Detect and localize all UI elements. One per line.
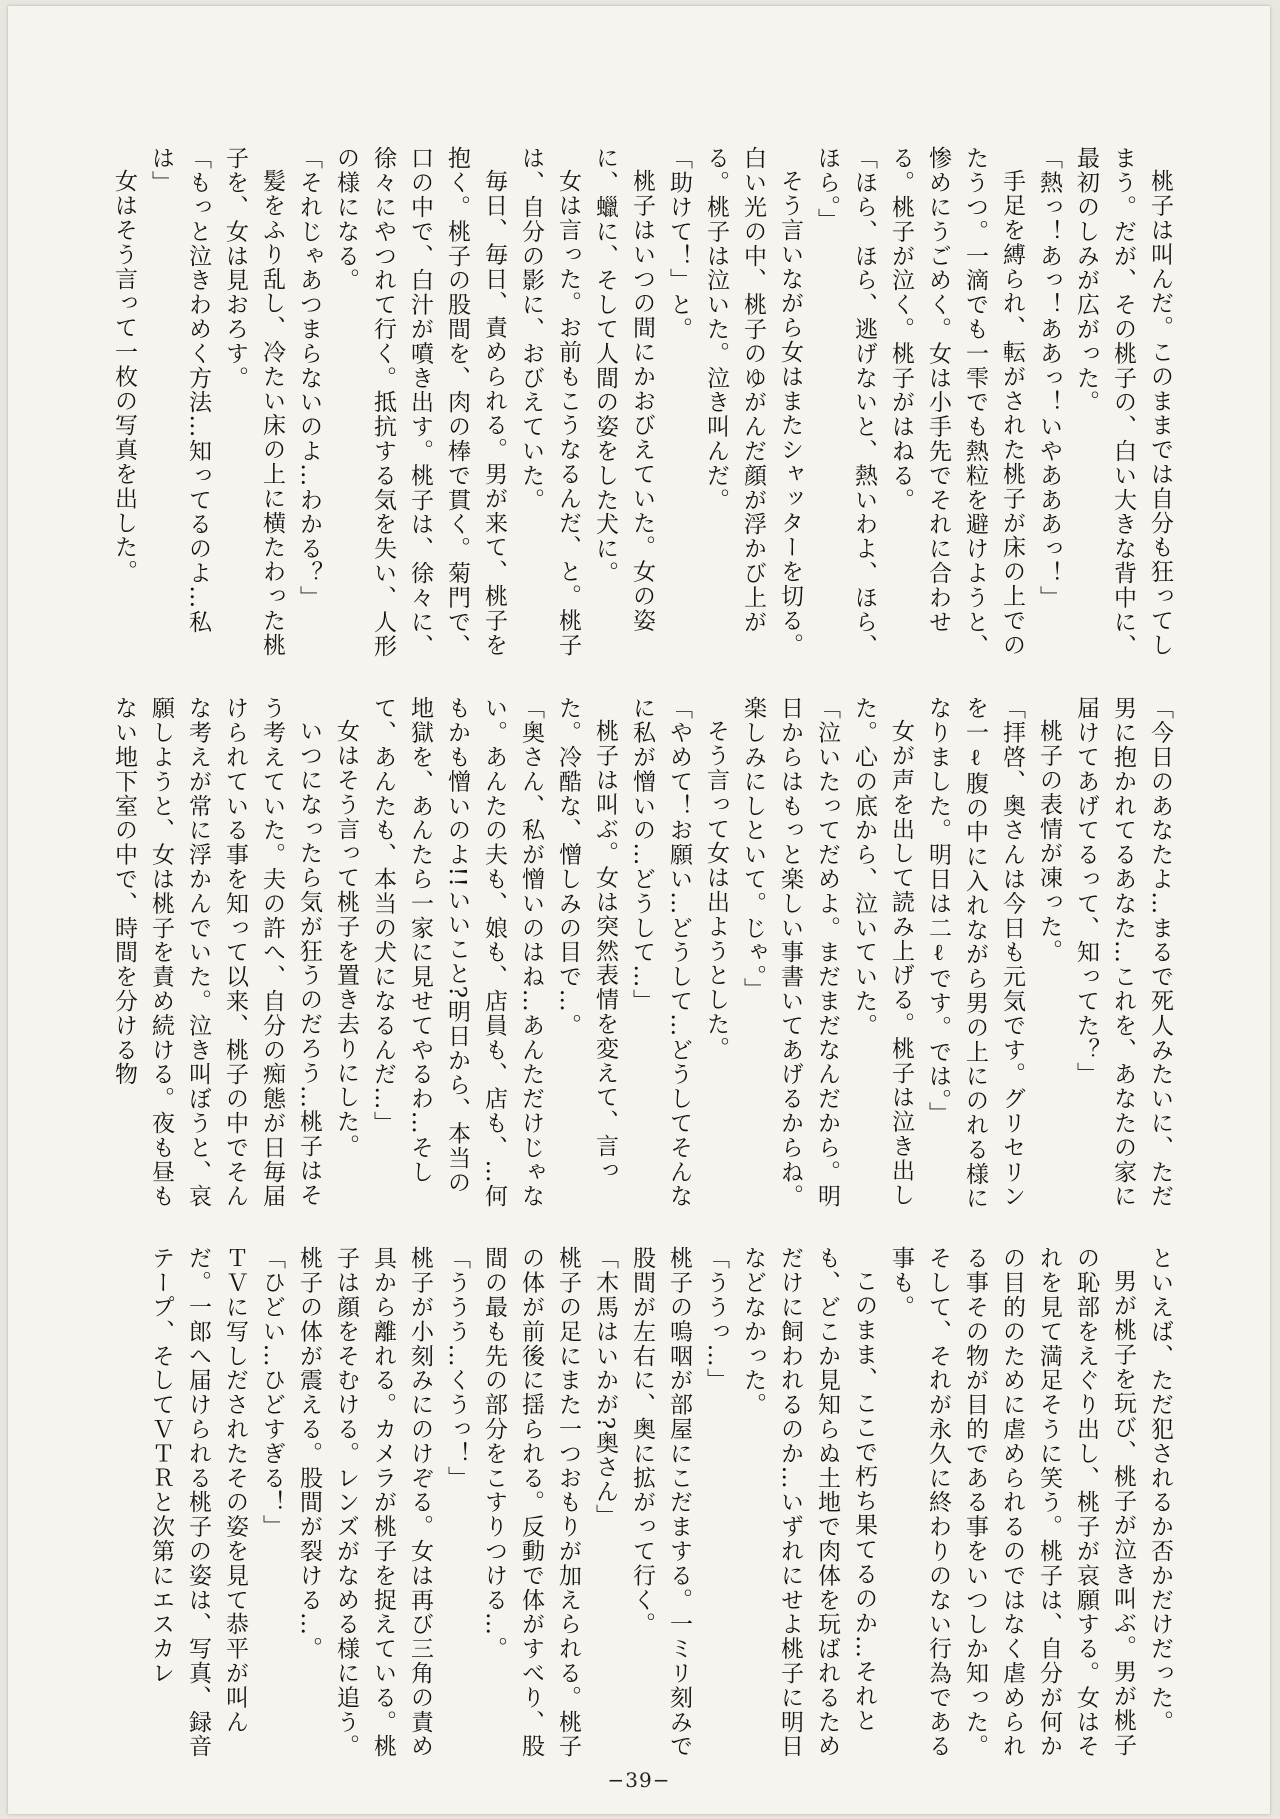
paragraph: 女はそう言って一枚の写真を出した。: [111, 169, 137, 584]
dialogue-line: 「やめて！お願い…どうして…どうしてそんなに私が憎いの…どうして…」: [629, 696, 692, 1209]
paragraph: 桃子は叫ぶ。女は突然表情を変えて、言った。冷酷な、憎しみの目で…。: [555, 696, 618, 1183]
paragraph: いつになったら気が狂うのだろう…桃子はそう考えていた。夫の許へ、自分の痴態が日毎届けられている事を知って以来、桃子の中でそんな考えが常に浮かんでいた。泣き叫ぼうと、哀願しようと、女は桃子を責め続ける。夜も昼もない地下室の中で、時間を分ける物: [111, 696, 322, 1209]
paragraph: 桃子は叫んだ。このままでは自分も狂ってしまう。だが、その桃子の、白い大きな背中に、最初のしみが広がった。: [1073, 146, 1173, 659]
vertical-text-block: [68, 146, 1178, 666]
paragraph: 男が桃子を玩び、桃子が泣き叫ぶ。男が桃子の恥部をえぐり出し、桃子が哀願する。女はそれを見て満足そうに笑う。桃子は、自分が何かの目的のために虐められるのではなく虐められる事その物が目的である事をいつしか知った。そして、それが永久に終わりのない行為である事も。: [888, 1246, 1136, 1759]
dialogue-line: 「それじゃあつまらないのよ…わかる？」: [296, 146, 322, 610]
dialogue-line: 「拝啓、奥さんは今日も元気です。グリセリンを一ℓ腹の中に入れながら男の上にのれる様になりました。明日は二ℓです。では。」: [925, 696, 1025, 1211]
dialogue-line: 「助けて！」と。: [666, 146, 692, 342]
dialogue-line: 「泣いたってだめよ。まだまだなんだから。明日からはもっと楽しい事書いてあげるからね。楽しみにしといて。じゃ。」: [740, 696, 840, 1209]
paragraph: 手足を縛られ、転がされた桃子が床の上でのたうつ。一滴でも一雫でも熱粒を避けようと、惨めにうごめく。女は小手先でそれに合わせる。桃子が泣く。桃子がはねる。: [888, 146, 1025, 659]
vertical-text-block: [68, 1246, 1178, 1766]
paragraph: 桃子の表情が凍った。: [1036, 719, 1062, 963]
dialogue-line: 「ほら、ほら、逃げないと、熱いわよ、ほら、ほら。」: [814, 146, 877, 659]
dialogue-line: 「熱っ！あっ！ああっ！いやあああっ！」: [1036, 146, 1062, 610]
paragraph: といえば、ただ犯されるか否かだけだった。: [1147, 1246, 1173, 1734]
paragraph: 毎日、毎日、責められる。男が来て、桃子を抱く。桃子の股間を、肉の棒で貫く。菊門で、口の中で、白汁が噴き出す。桃子は、徐々に、徐々にやつれて行く。抵抗する気を失い、人形の様になる。: [333, 146, 507, 659]
paragraph: 桃子の足にまた一つおもりが加えられる。桃子の体が前後に揺られる。反動で体がすべり、股間の最も先の部分をこすりつける…。: [481, 1246, 581, 1759]
dialogue-line: 「今日のあなたよ…まるで死人みたいに、ただ男に抱かれてるあなた…これを、あなたの家に届けてあげてるって、知ってた？」: [1073, 696, 1173, 1209]
text-tier-middle: [68, 696, 1178, 1216]
dialogue-line: 「ううう…くうっ！」: [444, 1246, 470, 1490]
dialogue-line: 「ひどい…ひどすぎる！」: [259, 1246, 285, 1539]
paragraph: 女が声を出して読み上げる。桃子は泣き出した。心の底から、泣いていた。: [851, 696, 914, 1207]
text-tier-upper: [68, 146, 1178, 666]
paragraph: 桃子はいつの間にかおびえていた。女の姿に、蠟に、そして人間の姿をした犬に。: [592, 146, 655, 633]
dialogue-line: 「ううっ…」: [703, 1246, 729, 1393]
paragraph: 桃子が小刻みにのけぞる。女は再び三角の責め具から離れる。カメラが桃子を捉えている。桃子は顔をそむける。レンズがなめる様に追う。桃子の体が震える。股間が裂ける…。: [296, 1246, 433, 1759]
text-tier-lower: [68, 1246, 1178, 1766]
dialogue-line: 「奥さん、私が憎いのはね…あんただけじゃない。あんたの夫も、娘も、店員も、店も、…何もかも憎いのよ!!いいこと?明日から、本当の地獄を、あんたら一家に見せてやるわ…そして、あんたも、本当の犬になるんだ…」: [370, 696, 544, 1209]
vertical-text-block: [68, 696, 1178, 1216]
paragraph: 髪をふり乱し、冷たい床の上に横たわった桃子を、女は見おろす。: [222, 146, 285, 657]
paragraph: ＴＶに写しだされたその姿を見て恭平が叫んだ。一郎へ届けられる桃子の姿は、写真、録音テープ、そしてＶＴＲと次第にエスカレ: [148, 1246, 248, 1759]
page-number: −39−: [607, 1768, 671, 1792]
paragraph: 女は言った。お前もこうなるんだ、と。桃子は、自分の影に、おびえていた。: [518, 146, 581, 657]
paragraph: そう言って女は出ようとした。: [703, 719, 729, 1061]
document-page: [8, 6, 1270, 1814]
dialogue-line: 「もっと泣きわめく方法…知ってるのよ…私は」: [148, 146, 211, 634]
paragraph: このまま、ここで朽ち果てるのか…それとも、どこか見知らぬ土地で肉体を玩ばれるためだけに飼われるのか…いずれにせよ桃子に明日などなかった。: [740, 1246, 877, 1759]
paragraph: 桃子の嗚咽が部屋にこだまする。一ミリ刻みで股間が左右に、奥に拡がって行く。: [629, 1246, 692, 1759]
paragraph: そう言いながら女はまたシャッターを切る。白い光の中、桃子のゆがんだ顔が浮かび上がる。桃子は泣いた。泣き叫んだ。: [703, 146, 803, 657]
dialogue-line: 「木馬はいかが?奥さん」: [592, 1246, 618, 1529]
paragraph: 女はそう言って桃子を置き去りにした。: [333, 719, 359, 1159]
